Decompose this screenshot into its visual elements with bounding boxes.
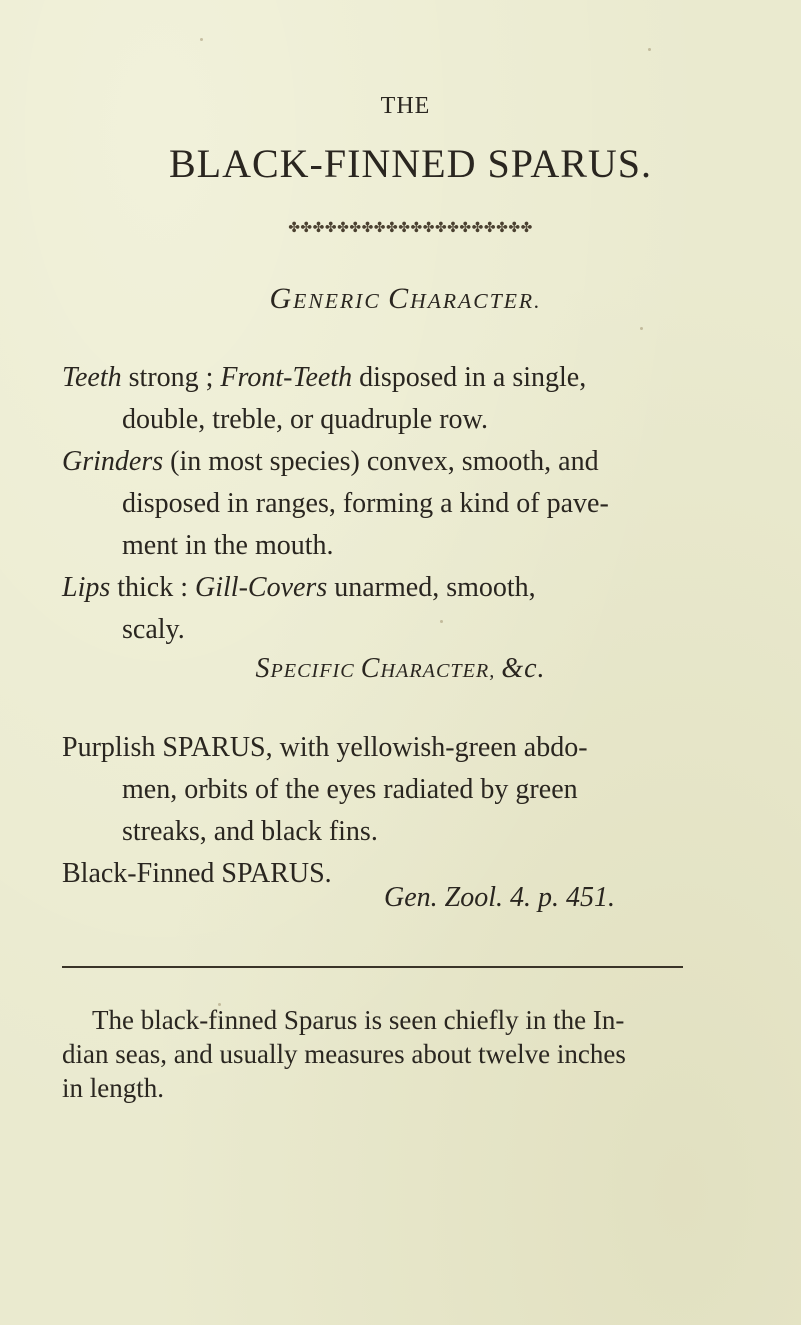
specific-character-heading: [0, 653, 801, 685]
italic-term: Teeth: [62, 362, 122, 393]
text-line: [62, 567, 662, 609]
descriptive-note: [62, 1003, 702, 1105]
paper-speck: [640, 327, 643, 330]
heading-smallcaps: HARACTER.: [410, 289, 542, 313]
reference-citation: Gen. Zool. 4. p. 451.: [384, 882, 615, 913]
text-line: Black-Finned SPARUS.: [62, 858, 332, 889]
text-run: thick :: [110, 572, 196, 603]
horizontal-rule: [62, 966, 683, 968]
heading-cap: C: [388, 282, 411, 315]
text-run: (in most species) convex, smooth, and: [163, 446, 599, 477]
text-line: Purplish SPARUS, with yellowish-green abdo-: [62, 732, 588, 763]
text-line: streaks, and black fins.: [122, 816, 378, 847]
paper-speck: [200, 38, 203, 41]
ornament-divider: ✤✤✤✤✤✤✤✤✤✤✤✤✤✤✤✤✤✤✤✤: [288, 221, 533, 236]
text-run: disposed in a single,: [352, 362, 587, 393]
heading-cap: S: [255, 653, 271, 684]
text-line: scaly.: [122, 614, 185, 645]
text-line: dian seas, and usually measures about twelve inches: [62, 1039, 626, 1069]
heading-smallcaps: HARACTER,: [380, 660, 502, 682]
italic-term: Gill-Covers: [195, 572, 328, 603]
italic-term: Front-Teeth: [220, 362, 353, 393]
text-line: in length.: [62, 1073, 164, 1103]
generic-character-text: [62, 357, 662, 651]
heading-tail: &c.: [501, 653, 546, 684]
text-line: ment in the mouth.: [122, 530, 334, 561]
text-line: double, treble, or quadruple row.: [122, 404, 488, 435]
text-line: The black-finned Sparus is seen chiefly in the In-: [92, 1005, 625, 1035]
generic-character-heading: [0, 282, 801, 316]
specific-character-text: [62, 727, 662, 895]
text-line: [62, 357, 662, 399]
title-kicker: THE: [380, 93, 431, 119]
text-line: [62, 441, 662, 483]
italic-term: Grinders: [62, 446, 164, 477]
page-title: BLACK-FINNED SPARUS.: [168, 141, 653, 186]
heading-cap: G: [269, 282, 294, 315]
text-run: strong ;: [121, 362, 221, 393]
heading-cap: C: [360, 653, 381, 684]
text-run: unarmed, smooth,: [327, 572, 536, 603]
paper-speck: [648, 48, 651, 51]
italic-term: Lips: [62, 572, 111, 603]
heading-smallcaps: PECIFIC: [270, 660, 361, 682]
heading-smallcaps: ENERIC: [293, 289, 389, 313]
text-line: men, orbits of the eyes radiated by green: [122, 774, 578, 805]
text-line: disposed in ranges, forming a kind of pave-: [122, 488, 609, 519]
